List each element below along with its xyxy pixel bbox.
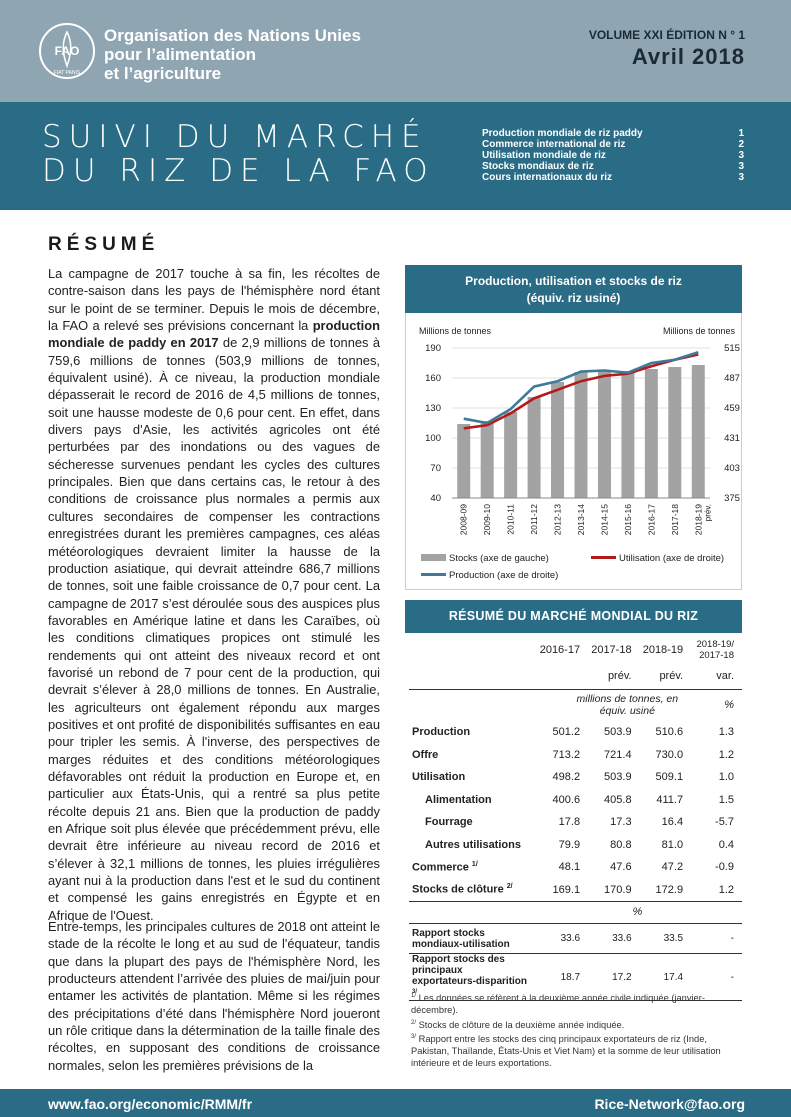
table-header-row <box>409 663 742 689</box>
table-cell: 81.0 <box>661 838 684 851</box>
table-cell: 510.6 <box>655 726 684 739</box>
table-cell: 2018-19 <box>642 644 684 656</box>
row-label: Rapport stocks des principaux exportateurs-disparition $^{3/}$ <box>409 954 532 1001</box>
legend-label: Utilisation (axe de droite) <box>619 553 725 564</box>
toc-item-label: Stocks mondiaux de riz <box>482 161 594 172</box>
stock-bar <box>504 412 517 498</box>
unit-label: millions de tonnes, en équiv. usiné <box>532 689 687 721</box>
org-line: pour l’alimentation <box>104 45 257 64</box>
legend-swatch <box>421 554 446 561</box>
toc-item-label: Production mondiale de riz paddy <box>482 128 643 139</box>
stock-bar <box>692 365 705 498</box>
x-tick-label-suffix: prév. <box>703 504 713 522</box>
toc-item[interactable] <box>482 172 744 183</box>
x-tick-label: 2009-10 <box>482 504 493 536</box>
table-cell: 1.2 <box>718 883 734 896</box>
table-cell: 405.8 <box>604 793 632 806</box>
stock-bar <box>575 372 588 498</box>
table-row <box>409 834 742 857</box>
organization-name <box>104 26 361 83</box>
table-cell: -5.7 <box>715 816 734 829</box>
toc-item-page: 3 <box>738 172 744 183</box>
x-tick-label: 2013-14 <box>576 504 586 536</box>
market-summary-table <box>409 637 742 1001</box>
legend-label: Production (axe de droite) <box>449 570 559 581</box>
table-cell: prév. <box>607 669 632 682</box>
table-cell <box>409 689 532 721</box>
stock-bar <box>645 369 658 498</box>
summary-paragraph-2: Entre-temps, les principales cultures de 2018 ont atteint le stade de la récolte le long et au sud de l'équateur, tandis que dans la plupart des pays de l'hémisphère Nord, les producteurs attendent l’arrivée des pluies de mai/juin pour entamer les activités de plantation. Même si les régimes des précipitations d’été dans l'hémisphère Nord joueront un rôle critique dans la détermination de la taille finale des récoltes, en supposant des conditions de croissance normales, selon les premières prévisions de la <box>48 919 380 1073</box>
y-tick-left: 40 <box>430 493 441 504</box>
table-cell: 509.1 <box>655 771 684 784</box>
title-line: SUIVI DU MARCHÉ <box>42 119 428 155</box>
stock-bar <box>598 371 611 498</box>
table-cell: 48.1 <box>558 861 581 874</box>
y-axis-left-label: Millions de tonnes <box>419 326 492 336</box>
y-tick-left: 160 <box>425 373 441 384</box>
y-tick-right: 403 <box>724 463 740 474</box>
toc-item[interactable] <box>482 150 744 161</box>
toc-item-page: 1 <box>738 128 744 139</box>
y-tick-left: 100 <box>425 433 441 444</box>
toc-item-page: 2 <box>738 139 744 150</box>
y-axis-right-label: Millions de tonnes <box>662 326 735 336</box>
x-tick-label: 2015-16 <box>622 504 633 536</box>
logo-motto: FIAT PANIS <box>53 70 81 76</box>
paragraph-bold: production mondiale de paddy en 2017 <box>48 318 380 351</box>
pct-row <box>409 901 742 924</box>
table-cell: 16.4 <box>661 816 684 829</box>
x-tick-label: 2018-19 <box>693 504 704 536</box>
stock-bar <box>551 382 564 498</box>
y-tick-right: 515 <box>724 343 740 354</box>
table-cell: var. <box>716 669 734 682</box>
table-cell: 1.5 <box>718 793 734 806</box>
toc-item[interactable] <box>482 128 744 139</box>
table-cell: 501.2 <box>552 726 581 739</box>
stock-bar <box>528 397 541 498</box>
stock-bar <box>481 421 494 498</box>
toc-item[interactable] <box>482 139 744 150</box>
chart-title <box>405 265 742 313</box>
footnote: $^{3/}$ Rapport entre les stocks des cinq principaux exportateurs de riz (Inde, Pakistan, Thaïlande, États-Unis et Viet Nam) et la somme de leur utilisation intérieure et de leurs exportations. <box>411 1033 721 1069</box>
table-cell: 170.9 <box>604 883 632 896</box>
table-header-row <box>409 637 742 663</box>
issue-date: Avril 2018 <box>631 44 745 69</box>
table-cell <box>409 637 532 663</box>
table-cell <box>409 663 532 689</box>
table-cell: 169.1 <box>552 883 581 896</box>
table-cell: 1.0 <box>718 771 734 784</box>
stock-bar <box>621 371 634 498</box>
table-cell <box>409 901 532 924</box>
table-row <box>409 856 742 879</box>
stock-bar <box>457 424 470 498</box>
y-tick-left: 130 <box>425 403 441 414</box>
table-cell <box>532 663 584 689</box>
footer-email-link[interactable]: Rice-Network@fao.org <box>594 1096 745 1112</box>
toc-item[interactable] <box>482 161 744 172</box>
row-label: Production <box>412 726 471 739</box>
table-row <box>409 744 742 767</box>
table-cell: 17.4 <box>635 954 687 1001</box>
table-of-contents <box>482 128 744 183</box>
table-cell: - <box>686 924 742 954</box>
toc-item-page: 3 <box>738 161 744 172</box>
table-cell: 17.2 <box>583 954 635 1001</box>
table-row <box>409 721 742 744</box>
table-cell: 33.6 <box>583 924 635 954</box>
y-tick-right: 431 <box>724 433 740 444</box>
x-tick-label: 2012-13 <box>552 504 563 536</box>
x-tick-label: 2008-09 <box>458 504 469 536</box>
stock-bar <box>668 367 681 498</box>
footnotes <box>411 990 744 1070</box>
table-cell: 503.9 <box>604 726 632 739</box>
table-cell: 47.6 <box>610 861 632 874</box>
logo-text: FAO <box>54 44 80 58</box>
table-cell: 47.2 <box>661 861 684 874</box>
toc-item-label: Utilisation mondiale de riz <box>482 150 606 161</box>
pct-label: % <box>532 901 687 924</box>
table-cell: 713.2 <box>552 748 581 761</box>
table-cell: 503.9 <box>604 771 632 784</box>
table-cell: - <box>686 954 742 1001</box>
x-tick-label: 2014-15 <box>599 504 610 536</box>
toc-item-label: Cours internationaux du riz <box>482 172 613 183</box>
table-cell: 18.7 <box>532 954 584 1001</box>
table-cell: -0.9 <box>715 861 734 874</box>
table-cell: 17.3 <box>610 816 632 829</box>
x-tick-label: 2010-11 <box>505 504 516 535</box>
y-tick-right: 459 <box>724 403 740 414</box>
y-tick-left: 70 <box>430 463 441 474</box>
table-row <box>409 811 742 834</box>
volume-label: VOLUME XXI ÉDITION N ° 1 <box>588 28 745 42</box>
page-title <box>42 120 435 188</box>
title-line: DU RIZ DE LA FAO <box>42 153 435 189</box>
footer-bar <box>0 1089 791 1117</box>
table-cell: 17.8 <box>558 816 581 829</box>
table-cell: 2017-18 <box>591 644 632 656</box>
legend-label: Stocks (axe de gauche) <box>449 553 549 564</box>
table-cell: 33.6 <box>532 924 584 954</box>
unit-pct: % <box>686 689 742 721</box>
table-cell: 80.8 <box>610 838 632 851</box>
table-cell: 1.2 <box>718 748 734 761</box>
x-tick-label: 2011-12 <box>529 504 540 535</box>
row-label: Fourrage <box>425 816 473 829</box>
table-cell: 0.4 <box>718 838 734 851</box>
chart <box>405 313 742 590</box>
y-tick-left: 190 <box>425 343 441 354</box>
table-cell: 79.9 <box>558 838 581 851</box>
row-label: Alimentation <box>425 793 492 806</box>
x-tick-label: 2017-18 <box>669 504 680 536</box>
table-row <box>409 789 742 812</box>
row-label: Utilisation <box>412 771 466 784</box>
table-row <box>409 766 742 789</box>
chart-title-text: Production, utilisation et stocks de riz (équiv. riz usiné) <box>465 274 682 305</box>
y-tick-right: 375 <box>724 493 740 504</box>
table-cell: 411.7 <box>656 793 684 806</box>
paragraph-text: de 2,9 millions de tonnes à 759,6 millions de tonnes (503,9 millions de tonnes, équivalent usiné). À ce niveau, la production mondiale dépasserait le record de 2016 de 4,5 millions de tonnes, soit une hausse modeste de 0,6 pour cent. En effet, dans divers pays d'Asie, les activités agricoles ont été perturbées par des inondations ou des vagues de sécheresse survenues pendant les cycles des cultures principales. Bien que dans certains cas, le retour à des conditions de croissance plus normales a permis aux cultures secondaires de compenser les contractions enregistrées durant les premières campagnes, ces aléas météorologiques devraient limiter la hausse de la production asiatique, qui devrait atteindre 686,7 millions de tonnes, soit une faible croissance de 0,7 pour cent. La campagne de 2017 s’est déroulée sous des auspices plus favorables en Amérique latine et dans les Caraïbes, où les conditions climatiques propices ont stimulé les rendements qui ont atteint des niveaux record et ont favorisé un rebond de 7 pour cent de la production, qui devrait s’élever à 28,0 millions de tonnes. En Australie, les agriculteurs ont également répondu aux marges positives et ont profité de disponibilités suffisantes en eau pour tripler les semis. À l'inverse, des perspectives de marges réduites et des conditions météorologiques défavorables ont réduit la production en Europe et, en particulier aux États-Unis, qui a rentré sa plus petite récolte depuis 21 ans. Bien que la production de paddy en Afrique soit plus élevée que précédemment prévu, elle devrait être inférieure au niveau record de 2016 et s’élever à 32,1 millions de tonnes, les pluies irrégulières ayant nui à la production dans l'est et le sud du continent et compensé les gains enregistrés en Égypte et en Afrique de l'Ouest. <box>48 335 380 923</box>
table-title: RÉSUMÉ DU MARCHÉ MONDIAL DU RIZ <box>405 600 742 633</box>
section-heading: RÉSUMÉ <box>48 234 160 255</box>
table-cell: 2016-17 <box>539 644 581 656</box>
row-label: Commerce $^{1/}$ <box>412 860 478 874</box>
unit-row <box>409 689 742 721</box>
org-line: Organisation des Nations Unies <box>104 26 361 45</box>
footer-website-link[interactable]: www.fao.org/economic/RMM/fr <box>48 1096 253 1112</box>
paragraph-text: La campagne de 2017 touche à sa fin, les récoltes de contre-saison dans les pays de l'hémisphère nord étant sur le point de se terminer. Depuis le mois de décembre, la FAO a relevé ses prévisions concernant la <box>48 266 380 334</box>
table-cell: 400.6 <box>552 793 581 806</box>
footnote: $^{2/}$ Stocks de clôture de la deuxième année indiquée. <box>411 1019 625 1030</box>
table-cell: prév. <box>659 669 684 682</box>
x-tick-label: 2016-17 <box>646 504 657 536</box>
table-cell: 498.2 <box>552 771 581 784</box>
row-label: Stocks de clôture $^{2/}$ <box>412 883 513 896</box>
toc-item-label: Commerce international de riz <box>482 139 626 150</box>
summary-paragraph-1 <box>48 265 380 924</box>
table-row <box>409 879 742 902</box>
table-cell: 721.4 <box>604 748 632 761</box>
org-line: et l’agriculture <box>104 64 222 83</box>
y-tick-right: 487 <box>724 373 740 384</box>
row-label: Rapport stocks mondiaux-utilisation <box>409 924 532 954</box>
table-cell: 730.0 <box>655 748 684 761</box>
toc-item-page: 3 <box>738 150 744 161</box>
table-cell: 2018-19/ 2017-18 <box>696 639 734 661</box>
fao-logo-icon <box>38 22 96 80</box>
table-cell: 1.3 <box>718 726 734 739</box>
row-label: Offre <box>412 748 439 761</box>
table-cell: 33.5 <box>635 924 687 954</box>
footnote: $^{1/}$ Les données se réfèrent à la deuxième année civile indiquée (janvier-décembre). <box>411 993 705 1016</box>
table-cell: 172.9 <box>655 883 684 896</box>
ratio-row <box>409 924 742 954</box>
table-cell <box>686 901 742 924</box>
row-label: Autres utilisations <box>425 838 521 851</box>
